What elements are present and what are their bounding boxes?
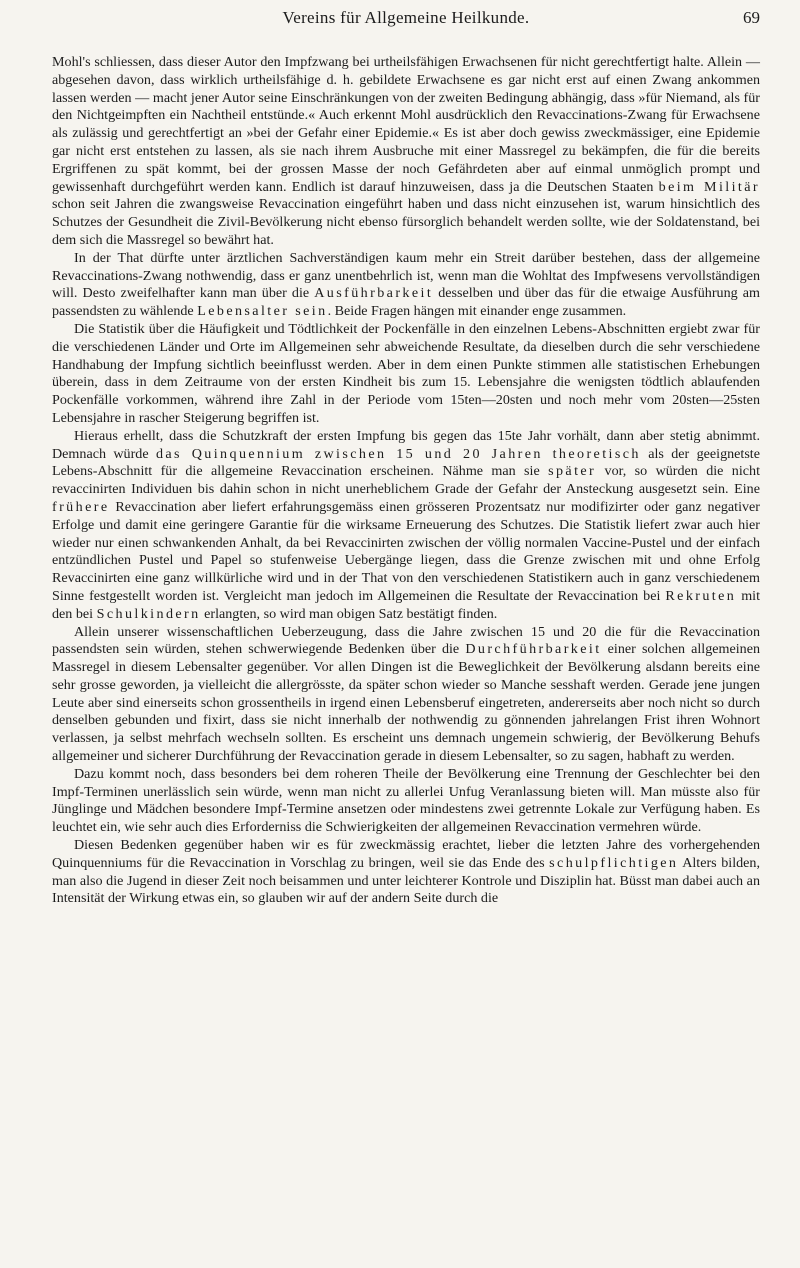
- text-run: als der geeignetste Lebens-Abschnitt für die allgemeine Revaccination erscheinen. Nähme man sie: [52, 445, 760, 480]
- text-run: erlangten, so wird man obigen Satz bestätigt finden.: [200, 605, 498, 622]
- paragraph: [52, 321, 760, 428]
- text-run: Dazu kommt noch, dass besonders bei dem roheren Theile der Bevölkerung eine Trennung der Geschlechter bei den Impf-Terminen unerlässlich sein würde, wenn man nicht zu allerlei Unfug Veranlassung bieten will. Man müsste also für Jünglinge und Mädchen besondere Impf-Termine ansetzen oder mindestens zwei getrennte Lokale zur Verfügung haben. Es leuchtet ein, wie sehr auch dies Erforderniss die Schwierigkeiten der allgemeinen Revaccination vermehren würde.: [52, 765, 760, 836]
- text-run: Diesen Bedenken gegenüber haben wir es für zweckmässig erachtet, lieber die letzten Jahre des vorhergehenden Quinquenniums für die Revaccination in Vorschlag zu bringen, weil sie das Ende des: [52, 837, 760, 871]
- spaced-emphasis: Schulkindern: [96, 605, 201, 622]
- text-run: Hieraus erhellt, dass die Schutzkraft der ersten Impfung bis gegen das 15te Jahr vorhält, dann aber stetig abnimmt. Demnach würde: [52, 427, 760, 462]
- paragraph: [52, 428, 760, 624]
- paragraph: [52, 837, 760, 908]
- text-run: vor, so würden die nicht revaccinirten Individuen bis dahin schon in nicht unerheblichem Grade der Gefahr der Ansteckung ausgesetzt sein. Eine: [52, 463, 760, 498]
- page-header: [52, 0, 760, 54]
- page-number: 69: [743, 8, 760, 27]
- running-title: Vereins für Allgemeine Heilkunde.: [282, 8, 530, 27]
- spaced-emphasis: Rekruten: [665, 587, 737, 604]
- text-run: Allein unserer wissenschaftlichen Ueberzeugung, dass die Jahre zwischen 15 und 20 die für die Revaccination passendsten sein würden, stehen schwerwiegende Bedenken über die: [52, 623, 760, 658]
- spaced-emphasis: frühere: [52, 498, 110, 515]
- text-run: desselben und über das für die etwaige Ausführung am passendsten zu wählende: [52, 285, 760, 320]
- paragraph: [52, 766, 760, 837]
- text-run: . Beide Fragen hängen mit einander enge zusammen.: [327, 303, 627, 320]
- spaced-emphasis: Lebensalter sein: [197, 303, 328, 320]
- text-run: mit den bei: [52, 587, 760, 622]
- paragraph: [52, 250, 760, 321]
- text-run: schon seit Jahren die zwangsweise Revaccination eingeführt haben und dass nicht einzusehen ist, warum hinsichtlich des Schutzes der Gesundheit die Zivil-Bevölkerung nicht ebenso fürsorglich behandelt werden sollte, wie der Soldatenstand, bei dem sich die Massregel so bewährt hat.: [52, 196, 760, 248]
- text-run: Mohl's schliessen, dass dieser Autor den Impfzwang bei urtheilsfähigen Erwachsenen für nicht gerechtfertigt halte. Allein — abgesehen davon, dass wirklich urtheilsfähige d. h. gebildete Erwachsene es gar nicht erst auf einen Zwang ankommen lassen werden — macht jener Autor seine Einschränkungen von der zweiten Bedingung abhängig, dass »für Niemand, als für den Nichtgeimpften ein Nachtheil entstünde.« Auch erkennt Mohl ausdrücklich den Revaccinations-Zwang für Erwachsene als zulässig und gerechtfertigt an »bei der Gefahr einer Epidemie.« Es ist aber doch gewiss zweckmässiger, eine Epidemie gar nicht erst entstehen zu lassen, als sie nach ihrem Ausbruche mit einer Massregel zu bekämpfen, die für die bereits Ergriffenen zu spät kommt, bei der grossen Masse der noch Gefährdeten aber auf einmal unmöglich prompt und gewissenhaft durchgeführt werden kann. Endlich ist darauf hinzuweisen, dass ja die Deutschen Staaten: [52, 54, 760, 195]
- text-run: einer solchen allgemeinen Massregel in diesem Lebensalter gegenüber. Vor allen Dingen ist die Beweglichkeit der Bevölkerung alsdann bereits eine sehr grosse geworden, ja vielleicht die allergrösste, da später schon wieder so Manche sesshaft werden. Gerade jene jungen Leute aber sind einerseits schon grossentheils in irgend einen Lebensberuf eingetreten, andererseits aber noch nicht so durch denselben gebunden und fixirt, dass sie nicht innerhalb der nothwendig zu gönnenden jahrelangen Frist ihren Wohnort verlassen, ja selbst mehrfach wechseln sollten. Es erscheint uns demnach ungemein schwierig, der Bevölkerung Behufs allgemeiner und sicherer Durchführung der Revaccination gerade in diesem Lebensalter, so zu sagen, habhaft zu werden.: [52, 641, 760, 765]
- spaced-emphasis: schulpflichtigen: [549, 854, 679, 871]
- spaced-emphasis: Ausführbarkeit: [314, 285, 434, 302]
- spaced-emphasis: beim Militär: [658, 178, 760, 195]
- text-run: Alters bilden, man also die Jugend in dieser Zeit noch beisammen und unter leichterer Kontrole und Disziplin hat. Büsst man dabei auch an Intensität der Wirkung etwas ein, so glauben wir auf der andern Seite durch die: [52, 854, 760, 907]
- spaced-emphasis: das Quinquennium zwischen 15 und 20 Jahren theoretisch: [155, 445, 641, 462]
- text-run: Revaccination aber liefert erfahrungsgemäss einen grösseren Prozentsatz nur modifizirter oder ganz negativer Erfolge und damit eine geringere Garantie für die wirksame Erneuerung des Schutzes. Die Statistik liefert zwar auch hier wieder nur einen schwankenden Anhalt, da bei Revaccinirten zwischen der völlig normalen Vaccine-Pustel und der einfach entzündlichen Pustel und Papel so stufenweise Uebergänge liegen, dass die Grenze zwischen mit und ohne Erfolg Revaccinirten eine ganz willkürliche wird und in der That von den verschiedenen Statistikern auch in ganz verschiedenem Sinne festgestellt worden ist. Vergleicht man jedoch im Allgemeinen die Resultate der Revaccination bei: [52, 498, 760, 604]
- spaced-emphasis: später: [548, 463, 597, 480]
- text-run: Die Statistik über die Häufigkeit und Tödtlichkeit der Pockenfälle in den einzelnen Lebens-Abschnitten ergiebt zwar für die verschiedenen Länder und Orte im Allgemeinen sehr abweichende Resultate, da dieselben durch die sehr verschiedene Handhabung der Impfung sichtlich beeinflusst werden. Aber in dem einen Punkte stimmen alle statistischen Erhebungen überein, dass in dem Zeitraume von der ersten Kindheit bis zum 15. Lebensjahre die wenigsten tödtlich ablaufenden Pockenfälle vorkommen, während ihre Zahl in der Periode vom 15ten—20sten und noch mehr vom 20sten—25sten Lebensjahre in rascher Steigerung begriffen ist.: [52, 320, 760, 426]
- paragraph: [52, 54, 760, 250]
- body-text: [52, 54, 760, 908]
- paragraph: [52, 624, 760, 766]
- spaced-emphasis: Durchführbarkeit: [465, 641, 602, 658]
- text-run: In der That dürfte unter ärztlichen Sachverständigen kaum mehr ein Streit darüber bestehen, dass der allgemeine Revaccinations-Zwang nothwendig, dass er ganz unentbehrlich ist, wenn man die Wohltat des Impfwesens vervollständigen will. Desto zweifelhafter kann man über die: [52, 249, 760, 302]
